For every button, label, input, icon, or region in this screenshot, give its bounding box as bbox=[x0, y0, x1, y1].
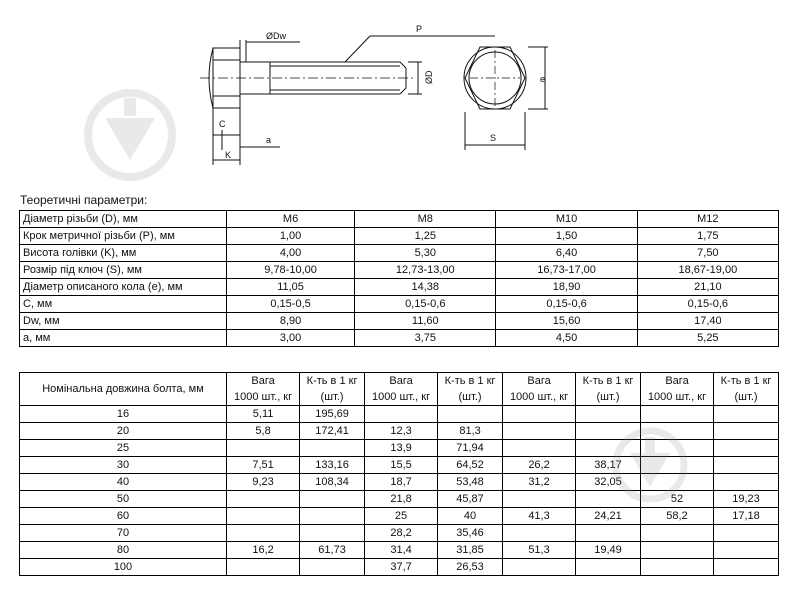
weight-cell: 31,2 bbox=[502, 474, 575, 491]
param-label: Dw, мм bbox=[20, 313, 227, 330]
count-cell: 64,52 bbox=[438, 457, 503, 474]
label-c: C bbox=[219, 119, 226, 129]
weight-header: 1000 шт., кг bbox=[502, 389, 575, 406]
label-p: P bbox=[416, 24, 423, 34]
param-value: 0,15-0,5 bbox=[227, 296, 355, 313]
count-cell bbox=[714, 474, 779, 491]
count-cell bbox=[714, 542, 779, 559]
param-value: 4,50 bbox=[496, 330, 637, 347]
weight-cell: 9,23 bbox=[227, 474, 300, 491]
weight-header: Вага bbox=[502, 373, 575, 390]
weights-row bbox=[20, 406, 779, 423]
param-value: 0,15-0,6 bbox=[355, 296, 496, 313]
count-cell bbox=[714, 559, 779, 576]
count-cell: 81,3 bbox=[438, 423, 503, 440]
param-value: 1,75 bbox=[637, 228, 778, 245]
weight-header: Вага bbox=[364, 373, 437, 390]
weights-row bbox=[20, 559, 779, 576]
weight-cell bbox=[227, 440, 300, 457]
param-value: 16,73-17,00 bbox=[496, 262, 637, 279]
length-cell: 20 bbox=[20, 423, 227, 440]
label-a: a bbox=[266, 135, 272, 145]
count-cell: 45,87 bbox=[438, 491, 503, 508]
count-cell bbox=[300, 525, 365, 542]
count-cell bbox=[576, 559, 641, 576]
param-value: M12 bbox=[637, 211, 778, 228]
count-header: (шт.) bbox=[438, 389, 503, 406]
weights-row bbox=[20, 525, 779, 542]
label-dw: ØDw bbox=[266, 31, 286, 41]
count-cell: 133,16 bbox=[300, 457, 365, 474]
weight-cell bbox=[502, 440, 575, 457]
param-value: 3,75 bbox=[355, 330, 496, 347]
param-value: 5,25 bbox=[637, 330, 778, 347]
param-label: С, мм bbox=[20, 296, 227, 313]
params-row bbox=[20, 228, 779, 245]
count-header: К-ть в 1 кг bbox=[300, 373, 365, 390]
length-cell: 100 bbox=[20, 559, 227, 576]
param-value: 17,40 bbox=[637, 313, 778, 330]
count-cell bbox=[714, 440, 779, 457]
weight-header: Вага bbox=[640, 373, 713, 390]
length-cell: 30 bbox=[20, 457, 227, 474]
count-cell bbox=[300, 491, 365, 508]
length-cell: 80 bbox=[20, 542, 227, 559]
weight-cell: 26,2 bbox=[502, 457, 575, 474]
length-cell: 16 bbox=[20, 406, 227, 423]
count-cell: 61,73 bbox=[300, 542, 365, 559]
count-header: К-ть в 1 кг bbox=[438, 373, 503, 390]
param-label: Діаметр описаного кола (е), мм bbox=[20, 279, 227, 296]
params-row bbox=[20, 211, 779, 228]
count-cell: 26,53 bbox=[438, 559, 503, 576]
count-header: (шт.) bbox=[576, 389, 641, 406]
weight-cell: 13,9 bbox=[364, 440, 437, 457]
weight-cell: 12,3 bbox=[364, 423, 437, 440]
weight-cell: 25 bbox=[364, 508, 437, 525]
label-e: e bbox=[540, 74, 546, 84]
param-value: 11,05 bbox=[227, 279, 355, 296]
param-value: 9,78-10,00 bbox=[227, 262, 355, 279]
param-value: 1,25 bbox=[355, 228, 496, 245]
weight-cell bbox=[640, 559, 713, 576]
length-cell: 70 bbox=[20, 525, 227, 542]
count-cell bbox=[576, 406, 641, 423]
params-row bbox=[20, 279, 779, 296]
param-label: а, мм bbox=[20, 330, 227, 347]
weights-row bbox=[20, 508, 779, 525]
watermark-icon bbox=[610, 425, 690, 505]
weight-cell bbox=[227, 508, 300, 525]
param-value: M8 bbox=[355, 211, 496, 228]
count-header: К-ть в 1 кг bbox=[714, 373, 779, 390]
param-value: 11,60 bbox=[355, 313, 496, 330]
count-header: (шт.) bbox=[714, 389, 779, 406]
param-value: 5,30 bbox=[355, 245, 496, 262]
count-cell: 17,18 bbox=[714, 508, 779, 525]
weight-cell bbox=[364, 406, 437, 423]
param-value: M10 bbox=[496, 211, 637, 228]
count-cell: 38,17 bbox=[576, 457, 641, 474]
count-cell bbox=[300, 508, 365, 525]
count-cell: 31,85 bbox=[438, 542, 503, 559]
weight-cell bbox=[502, 559, 575, 576]
count-cell: 40 bbox=[438, 508, 503, 525]
param-value: 1,00 bbox=[227, 228, 355, 245]
count-cell: 53,48 bbox=[438, 474, 503, 491]
weight-cell bbox=[227, 491, 300, 508]
count-cell bbox=[714, 406, 779, 423]
param-value: 1,50 bbox=[496, 228, 637, 245]
length-cell: 60 bbox=[20, 508, 227, 525]
param-value: 15,60 bbox=[496, 313, 637, 330]
count-cell bbox=[300, 440, 365, 457]
weight-cell: 51,3 bbox=[502, 542, 575, 559]
count-cell bbox=[576, 525, 641, 542]
watermark-icon bbox=[88, 93, 172, 177]
weight-cell: 5,8 bbox=[227, 423, 300, 440]
count-cell: 195,69 bbox=[300, 406, 365, 423]
param-value: 8,90 bbox=[227, 313, 355, 330]
param-value: 0,15-0,6 bbox=[496, 296, 637, 313]
param-label: Крок метричної різьби (P), мм bbox=[20, 228, 227, 245]
params-row bbox=[20, 262, 779, 279]
weight-cell: 31,4 bbox=[364, 542, 437, 559]
weight-cell bbox=[640, 406, 713, 423]
weight-header: 1000 шт., кг bbox=[640, 389, 713, 406]
param-value: 18,90 bbox=[496, 279, 637, 296]
params-title: Теоретичні параметри: bbox=[20, 193, 148, 207]
weight-cell: 58,2 bbox=[640, 508, 713, 525]
length-cell: 40 bbox=[20, 474, 227, 491]
weight-cell bbox=[227, 559, 300, 576]
count-cell: 19,49 bbox=[576, 542, 641, 559]
weight-cell bbox=[227, 525, 300, 542]
count-cell: 172,41 bbox=[300, 423, 365, 440]
count-header: К-ть в 1 кг bbox=[576, 373, 641, 390]
weight-header: 1000 шт., кг bbox=[227, 389, 300, 406]
params-row bbox=[20, 330, 779, 347]
weight-cell bbox=[502, 423, 575, 440]
count-cell bbox=[714, 525, 779, 542]
nominal-length-header: Номінальна довжина болта, мм bbox=[20, 373, 227, 406]
param-value: 0,15-0,6 bbox=[637, 296, 778, 313]
weight-cell: 18,7 bbox=[364, 474, 437, 491]
param-value: M6 bbox=[227, 211, 355, 228]
weight-cell: 52 bbox=[640, 491, 713, 508]
weight-cell: 7,51 bbox=[227, 457, 300, 474]
count-cell: 108,34 bbox=[300, 474, 365, 491]
param-value: 12,73-13,00 bbox=[355, 262, 496, 279]
weight-cell bbox=[640, 525, 713, 542]
weight-cell: 16,2 bbox=[227, 542, 300, 559]
weight-cell: 41,3 bbox=[502, 508, 575, 525]
count-cell bbox=[714, 457, 779, 474]
weight-cell: 15,5 bbox=[364, 457, 437, 474]
params-row bbox=[20, 296, 779, 313]
param-value: 14,38 bbox=[355, 279, 496, 296]
param-value: 7,50 bbox=[637, 245, 778, 262]
count-header: (шт.) bbox=[300, 389, 365, 406]
param-value: 4,00 bbox=[227, 245, 355, 262]
count-cell bbox=[438, 406, 503, 423]
weight-cell bbox=[502, 491, 575, 508]
weights-row bbox=[20, 542, 779, 559]
length-cell: 50 bbox=[20, 491, 227, 508]
weight-cell: 21,8 bbox=[364, 491, 437, 508]
count-cell: 35,46 bbox=[438, 525, 503, 542]
count-cell: 71,94 bbox=[438, 440, 503, 457]
weight-cell: 5,11 bbox=[227, 406, 300, 423]
params-table bbox=[19, 210, 779, 347]
bolt-drawing bbox=[0, 0, 799, 190]
count-cell bbox=[714, 423, 779, 440]
weight-cell bbox=[502, 525, 575, 542]
label-k: K bbox=[225, 150, 232, 160]
param-value: 21,10 bbox=[637, 279, 778, 296]
weight-cell bbox=[640, 542, 713, 559]
weight-cell: 37,7 bbox=[364, 559, 437, 576]
count-cell: 19,23 bbox=[714, 491, 779, 508]
weight-cell: 28,2 bbox=[364, 525, 437, 542]
param-label: Висота голівки (K), мм bbox=[20, 245, 227, 262]
param-value: 18,67-19,00 bbox=[637, 262, 778, 279]
weight-cell bbox=[502, 406, 575, 423]
weight-header: Вага bbox=[227, 373, 300, 390]
count-cell bbox=[300, 559, 365, 576]
param-value: 6,40 bbox=[496, 245, 637, 262]
count-cell: 32,05 bbox=[576, 474, 641, 491]
params-row bbox=[20, 245, 779, 262]
params-row bbox=[20, 313, 779, 330]
param-label: Діаметр різьби (D), мм bbox=[20, 211, 227, 228]
param-value: 3,00 bbox=[227, 330, 355, 347]
label-s: S bbox=[490, 133, 497, 143]
param-label: Розмір під ключ (S), мм bbox=[20, 262, 227, 279]
label-d: ØD bbox=[424, 70, 434, 84]
weight-header: 1000 шт., кг bbox=[364, 389, 437, 406]
length-cell: 25 bbox=[20, 440, 227, 457]
count-cell: 24,21 bbox=[576, 508, 641, 525]
